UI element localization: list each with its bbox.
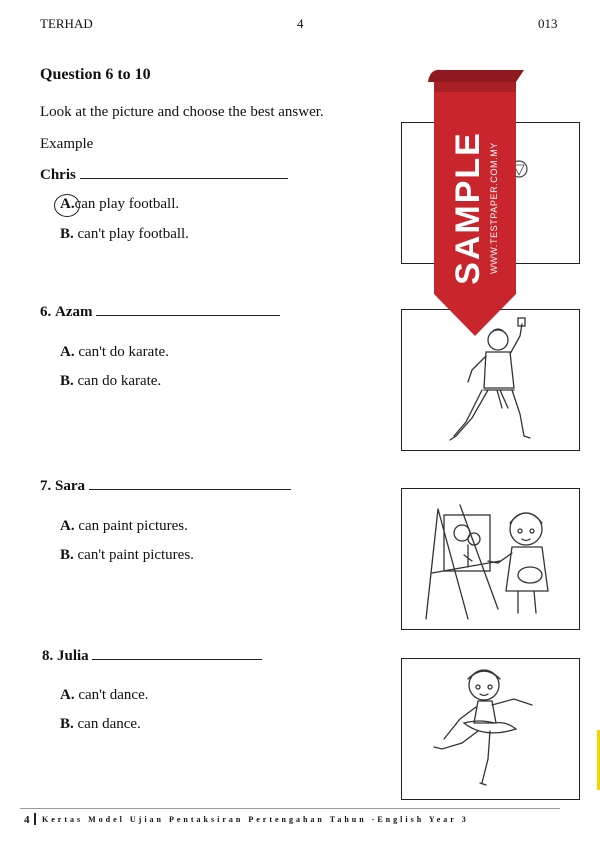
question-6 — [40, 301, 280, 321]
q6-option-a — [60, 344, 169, 361]
header-page-number: 4 — [297, 16, 304, 31]
option-text: can't play football. — [77, 226, 189, 242]
ballerina-icon — [402, 659, 579, 799]
option-letter: A. — [60, 518, 75, 534]
footer-text: Kertas Model Ujian Pentaksiran Pertengahan Tahun -English Year 3 — [42, 815, 469, 824]
question-8 — [42, 645, 262, 665]
option-text: can paint pictures. — [78, 518, 188, 534]
option-letter: A. — [60, 344, 75, 360]
option-text: can't do karate. — [78, 344, 169, 360]
question-number: 8. — [42, 648, 54, 664]
answer-blank — [96, 301, 280, 316]
question-number: 7. — [40, 478, 52, 494]
instruction: Look at the picture and choose the best answer. — [40, 104, 324, 120]
example-option-b — [60, 226, 189, 243]
example-question — [40, 164, 288, 184]
question-name: Julia — [57, 648, 89, 664]
question-name: Sara — [55, 478, 85, 494]
option-letter: B. — [60, 716, 74, 732]
example-name: Chris — [40, 167, 76, 183]
q7-option-a — [60, 518, 188, 535]
option-text: can't dance. — [78, 687, 149, 703]
girl-painting-icon — [402, 489, 579, 629]
option-letter: B. — [60, 226, 74, 242]
section-title: Question 6 to 10 — [40, 66, 151, 83]
painting-picture — [401, 488, 580, 630]
ballerina-picture — [401, 658, 580, 800]
header-left: TERHAD — [40, 16, 93, 31]
option-text: can dance. — [77, 716, 141, 732]
footer-separator — [34, 813, 36, 825]
option-text: can play football. — [74, 196, 180, 212]
header-code: 013 — [538, 16, 558, 31]
q8-option-a — [60, 687, 149, 704]
option-text: can't paint pictures. — [77, 547, 194, 563]
ribbon-main-text: SAMPLE — [449, 131, 487, 285]
q8-option-b — [60, 716, 141, 733]
footer-divider — [20, 808, 560, 809]
question-name: Azam — [55, 304, 93, 320]
answer-blank — [92, 645, 262, 660]
answer-blank — [80, 164, 288, 179]
option-letter: B. — [60, 547, 74, 563]
q7-option-b — [60, 547, 194, 564]
option-text: can do karate. — [77, 373, 162, 389]
option-letter: A. — [60, 196, 75, 212]
option-letter: B. — [60, 373, 74, 389]
example-label: Example — [40, 136, 94, 152]
answer-blank — [89, 475, 291, 490]
question-number: 6. — [40, 304, 52, 320]
footer-page-number: 4 — [24, 814, 30, 826]
question-7 — [40, 475, 291, 495]
sample-ribbon — [428, 68, 524, 340]
ribbon-url-text: WWW.TESTPAPER.COM.MY — [489, 142, 499, 274]
option-letter: A. — [60, 687, 75, 703]
ribbon-text — [451, 131, 499, 285]
q6-option-b — [60, 373, 161, 390]
example-option-a — [60, 196, 179, 213]
